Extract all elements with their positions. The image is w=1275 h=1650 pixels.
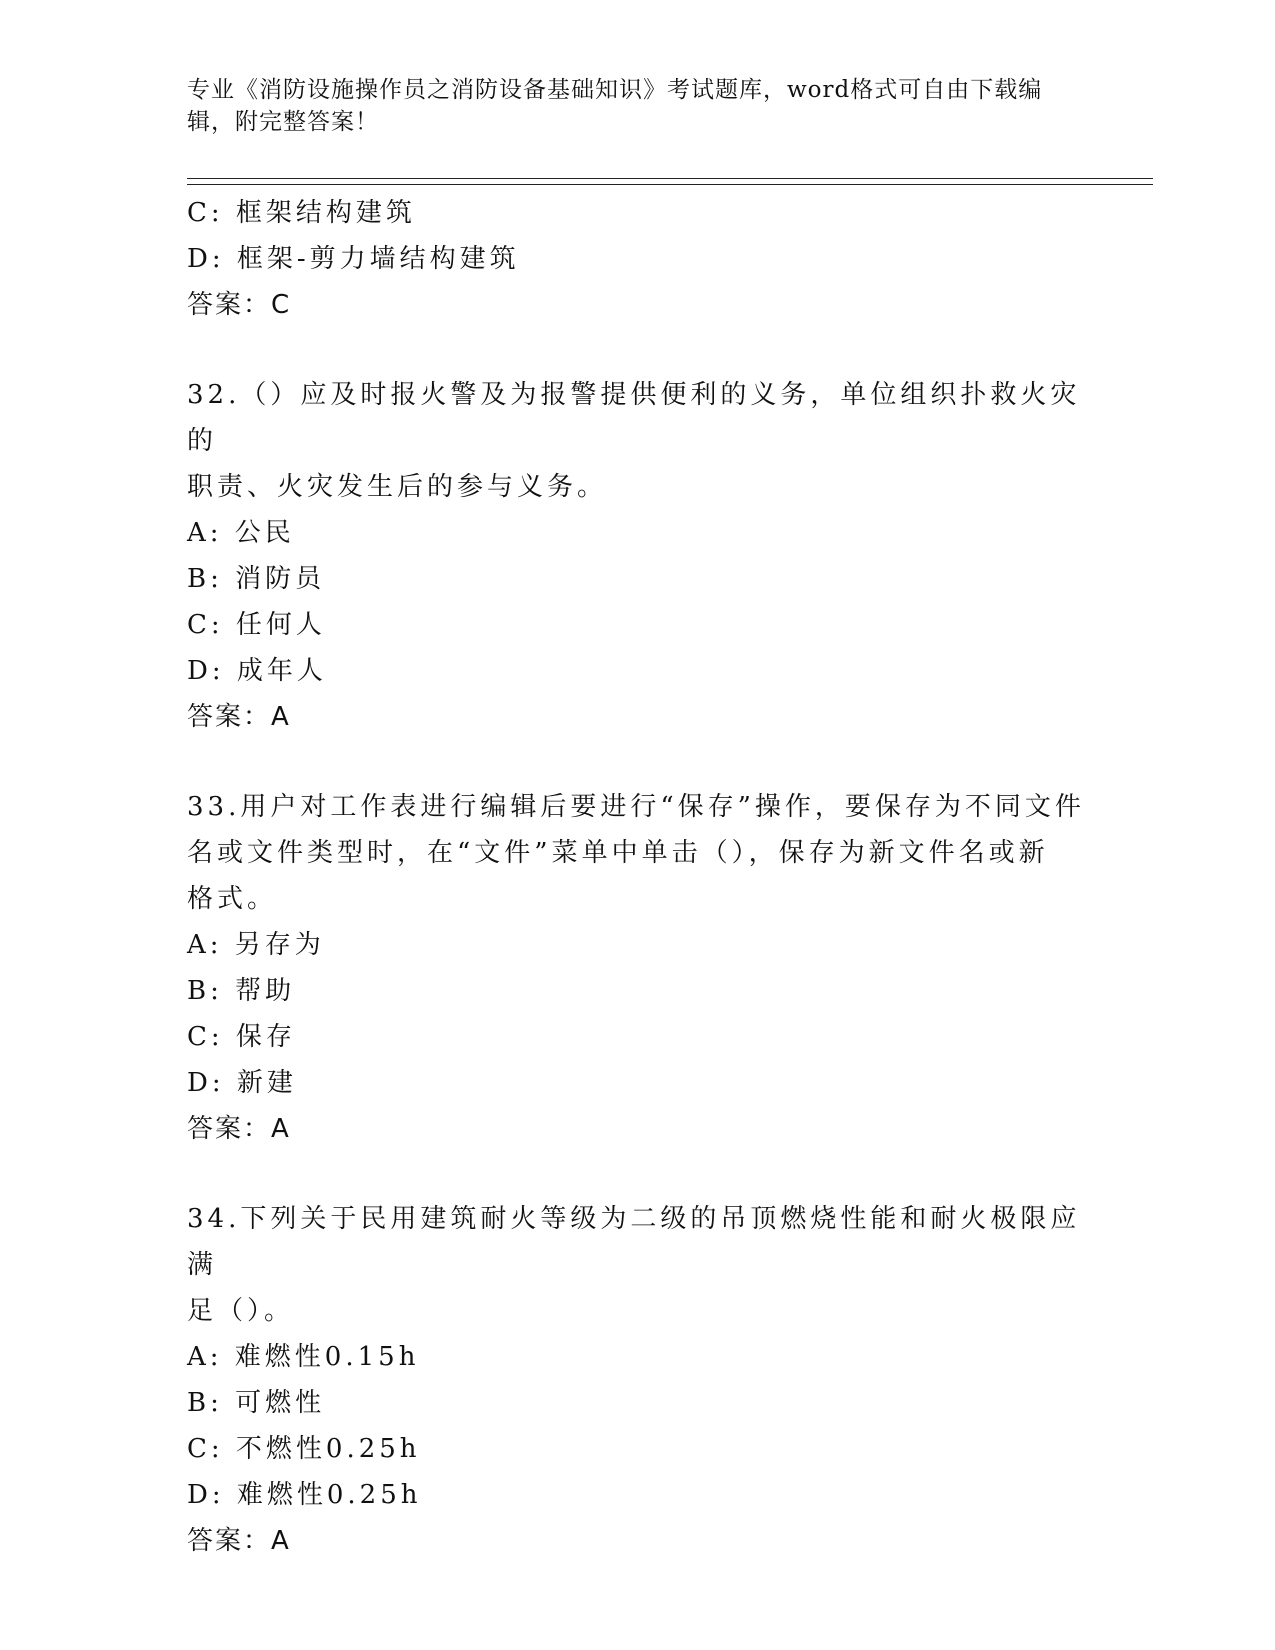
- header-line-2: 辑，附完整答案！: [187, 109, 379, 135]
- question-32: [187, 372, 1087, 740]
- option-c: C: 不燃性0.25h: [187, 1434, 421, 1464]
- header-divider-bottom: [187, 184, 1153, 185]
- question-34: [187, 1196, 1087, 1564]
- option-c: C: 任何人: [187, 610, 326, 640]
- answer-label: 答案：A: [187, 1526, 291, 1556]
- document-header: [187, 74, 1087, 138]
- answer-label: 答案：C: [187, 290, 292, 320]
- question-stem: [187, 784, 1087, 922]
- option-c: C: 保存: [187, 1022, 296, 1052]
- stem-line: 足（）。: [187, 1296, 295, 1326]
- header-line-1: 专业《消防设施操作员之消防设备基础知识》考试题库，word格式可自由下载编: [187, 77, 1043, 103]
- stem-line: 格式。: [187, 884, 278, 914]
- question-33: [187, 784, 1087, 1152]
- question-stem: [187, 372, 1087, 510]
- option-b: B: 可燃性: [187, 1388, 326, 1418]
- stem-line: 32.（）应及时报火警及为报警提供便利的义务，单位组织扑救火灾的: [187, 380, 1081, 456]
- stem-line: 33.用户对工作表进行编辑后要进行“保存”操作，要保存为不同文件: [187, 792, 1085, 822]
- continued-question: [187, 190, 1087, 328]
- option-d: D: 新建: [187, 1068, 297, 1098]
- answer-label: 答案：A: [187, 702, 291, 732]
- option-b: B: 帮助: [187, 976, 296, 1006]
- stem-line: 名或文件类型时，在“文件”菜单中单击（），保存为新文件名或新: [187, 838, 1049, 868]
- question-stem: [187, 1196, 1087, 1334]
- option-a: A: 公民: [187, 518, 295, 548]
- option-d: D: 框架-剪力墙结构建筑: [187, 244, 520, 274]
- question-list: [187, 190, 1087, 1564]
- stem-line: 34.下列关于民用建筑耐火等级为二级的吊顶燃烧性能和耐火极限应满: [187, 1204, 1081, 1280]
- option-b: B: 消防员: [187, 564, 326, 594]
- stem-line: 职责、火灾发生后的参与义务。: [187, 472, 608, 502]
- answer-label: 答案：A: [187, 1114, 291, 1144]
- header-divider-top: [187, 178, 1153, 179]
- option-a: A: 难燃性0.15h: [187, 1342, 420, 1372]
- option-d: D: 成年人: [187, 656, 327, 686]
- option-d: D: 难燃性0.25h: [187, 1480, 422, 1510]
- option-a: A: 另存为: [187, 930, 325, 960]
- option-c: C: 框架结构建筑: [187, 198, 416, 228]
